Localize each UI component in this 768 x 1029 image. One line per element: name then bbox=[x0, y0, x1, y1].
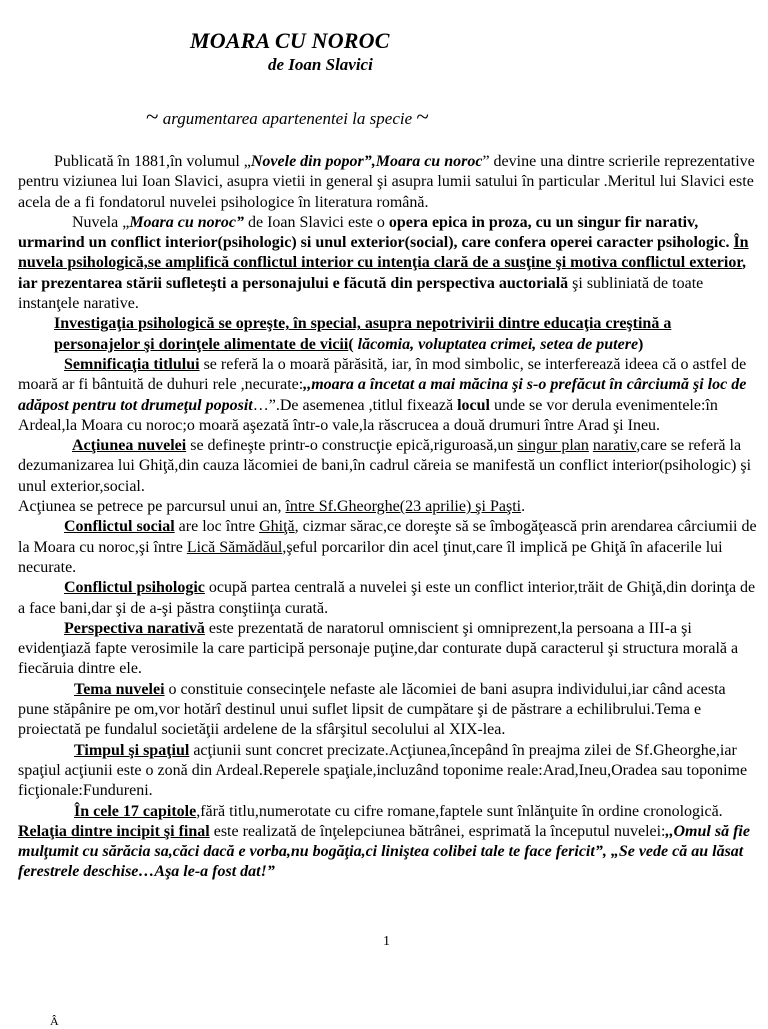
text-run: Tema nuvelei bbox=[74, 680, 165, 698]
text-run: ” devine una dintre scrierile reprezentative pentru viziunea lui Ioan Slavici, asupra vietii in general şi asupra lumii satului în particular .Meritul lui Slavici este acela de a fi fondatorul nuvelei psihologice în literatura română. bbox=[18, 153, 755, 211]
text-run: este realizată de înţelepciunea bătrânei, esprimată la începutul nuvelei: bbox=[209, 822, 666, 840]
text-run: Semnificaţia titlului bbox=[64, 355, 200, 373]
text-run: Conflictul social bbox=[64, 518, 175, 536]
text-run: are loc între bbox=[174, 518, 260, 536]
paragraph-perspectiva bbox=[18, 619, 758, 680]
text-run: este prezentată de naratorul omniscient şi omniprezent,la persoana a III-a şi evidenţiază fapte verosimile la care participă personaje puţine,dar conturate după caracterul şi structura morală a fiecăruia dintre ele. bbox=[18, 619, 739, 678]
text-run: locul bbox=[457, 396, 490, 414]
text-run: , cizmar sărac,ce doreşte să se îmbogăţească prin arendarea cârciumii de la Moara cu noroc,şi între bbox=[18, 518, 757, 556]
paragraph-nuvela bbox=[18, 213, 758, 314]
text-run: o constituie consecinţele nefaste ale lăcomiei de bani asupra individului,iar când acesta pune stăpânire pe om,vor hotărî destinul unui suflet lipsit de cumpătare şi de păstrare a echilibrului.Tema e proiectată pe fundalul societăţii ardelene de la sfârşitul secolului al XIX-lea. bbox=[18, 680, 726, 739]
text-run: şi subliniată de toate instanţele narative. bbox=[18, 274, 704, 313]
document-title: MOARA CU NOROC bbox=[190, 28, 390, 53]
text-run: ,care se referă la dezumanizarea lui Ghiţă,din cauza lăcomiei de bani,în cadrul căreia se manifestă un conflict interior(psihologic) şi unul exterior,social. bbox=[18, 437, 752, 495]
text-run: . bbox=[521, 498, 526, 516]
paragraph-capitole bbox=[18, 802, 758, 822]
text-run: Acţiunea nuvelei bbox=[72, 437, 187, 455]
paragraph-investigatie bbox=[18, 314, 758, 355]
text-run: Novele din popor”,Moara cu noroc bbox=[250, 153, 483, 170]
paragraph-actiune bbox=[18, 436, 758, 497]
subtitle-text: argumentarea apartenentei la specie bbox=[158, 109, 417, 128]
text-run: ocupă partea centrală a nuvelei şi este un conflict interior,trăit de Ghiţă,din dorinţa de a face bani,dar şi de a-şi păstra conştiinţa curată. bbox=[18, 579, 756, 617]
text-run: de Ioan Slavici este o bbox=[244, 213, 389, 231]
paragraph-timp-spatiu bbox=[18, 741, 758, 802]
text-run: opera epica in proza, cu un singur fir narativ, urmarind un conflict interior(psihologic) si unul exterior(social), care confera operei caracter psihologic. bbox=[18, 213, 730, 252]
text-run: Conflictul psihologic bbox=[64, 579, 205, 597]
text-run: Timpul şi spaţiul bbox=[74, 741, 190, 759]
text-run: ( bbox=[348, 335, 358, 353]
text-run: Lică Sămădăul bbox=[186, 538, 283, 556]
page-number: 1 bbox=[383, 934, 390, 949]
paragraph-conflict-psihologic bbox=[18, 578, 758, 619]
text-run: Investigaţia psihologică se opreşte, în special, asupra nepotrivirii dintre educaţia creştină a personajelor şi dorinţele alimentate de vicii bbox=[54, 315, 672, 353]
text-run: unde se vor derula evenimentele:în Ardeal,la Moara cu noroc;o moară aşezată într-o vale,la răscrucea a două drumuri între Arad şi Ineu. bbox=[18, 396, 718, 434]
text-run: În nuvela psihologică,se amplifică conflictul interior cu intenţia clară de a susţine şi motiva conflictul exterior bbox=[18, 234, 749, 272]
text-run: , iar prezentarea stării sufleteşti a personajului e făcută din perspectiva auctorială bbox=[18, 254, 746, 292]
document-subtitle bbox=[146, 104, 429, 130]
text-run: ) bbox=[638, 335, 644, 353]
text-run: narativ bbox=[592, 437, 637, 455]
text-run: ,fără titlu,numerotate cu cifre romane,faptele sunt înlănţuite în ordine cronologică. bbox=[196, 802, 723, 820]
text-run: Ghiţă bbox=[259, 518, 295, 536]
text-run: Relaţia dintre incipit şi final bbox=[18, 822, 210, 840]
text-run: acţiunii sunt concret precizate.Acţiunea,începând în preajma zilei de Sf.Gheorghe,iar spaţiul acţiunii este o zonă din Ardeal.Reperele spaţiale,incluzând toponime reale:Arad,Ineu,Oradea sau toponime ficţionale:Fundureni. bbox=[18, 741, 748, 800]
text-run: ,,Omul să fie mulţumit cu sărăcia sa,căci dacă e vorba,nu bogăţia,ci liniştea colibei tale te face fericit”, „Se vede că au lăsat ferestrele deschise…Aşa le-a fost dat!” bbox=[18, 822, 750, 881]
text-run: În cele 17 capitole bbox=[74, 802, 197, 820]
paragraph-semnificatie bbox=[18, 355, 758, 436]
paragraph-tema bbox=[18, 680, 758, 741]
paragraph-publication bbox=[18, 152, 758, 213]
paragraph-conflict-social bbox=[18, 517, 758, 578]
document-author: de Ioan Slavici bbox=[268, 55, 373, 74]
tilde-left: ~ bbox=[146, 104, 159, 129]
text-run: Perspectiva narativă bbox=[64, 619, 205, 637]
text-run: între Sf.Gheorghe(23 aprilie) şi Paşti bbox=[285, 498, 522, 516]
text-run: Acţiunea se petrece pe parcursul unui an, bbox=[18, 498, 286, 516]
document-body bbox=[18, 152, 758, 883]
text-run: Publicată în 1881,în volumul „ bbox=[54, 153, 251, 170]
paragraph-incipit-final bbox=[18, 822, 758, 883]
text-run: ,şeful porcarilor din acel ţinut,care îl implică pe Ghiţă în afacerile lui necurate. bbox=[18, 538, 723, 576]
text-run: Moara cu noroc” bbox=[129, 213, 244, 231]
text-run: singur plan bbox=[517, 437, 589, 455]
text-run: lăcomia, voluptatea crimei, setea de putere bbox=[357, 335, 639, 353]
text-run: …”.De asemenea ,titlul fixează bbox=[252, 396, 458, 414]
bottom-mark: Â bbox=[50, 1014, 59, 1028]
text-run: ,,moara a încetat a mai măcina şi s-o prefăcut în cârciumă şi loc de adăpost pentru tot drumeţul poposit bbox=[18, 376, 747, 414]
text-run: se referă la o moară părăsită, iar, în mod simbolic, se interferează ideea că o astfel de moară ar fi bântuită de duhuri rele ,necurate: bbox=[18, 355, 747, 394]
text-run: Nuvela „ bbox=[72, 213, 130, 231]
tilde-right: ~ bbox=[416, 104, 429, 129]
paragraph-durata bbox=[18, 497, 758, 517]
text-run: se defineşte printr-o construcţie epică,riguroasă,un bbox=[186, 437, 518, 455]
